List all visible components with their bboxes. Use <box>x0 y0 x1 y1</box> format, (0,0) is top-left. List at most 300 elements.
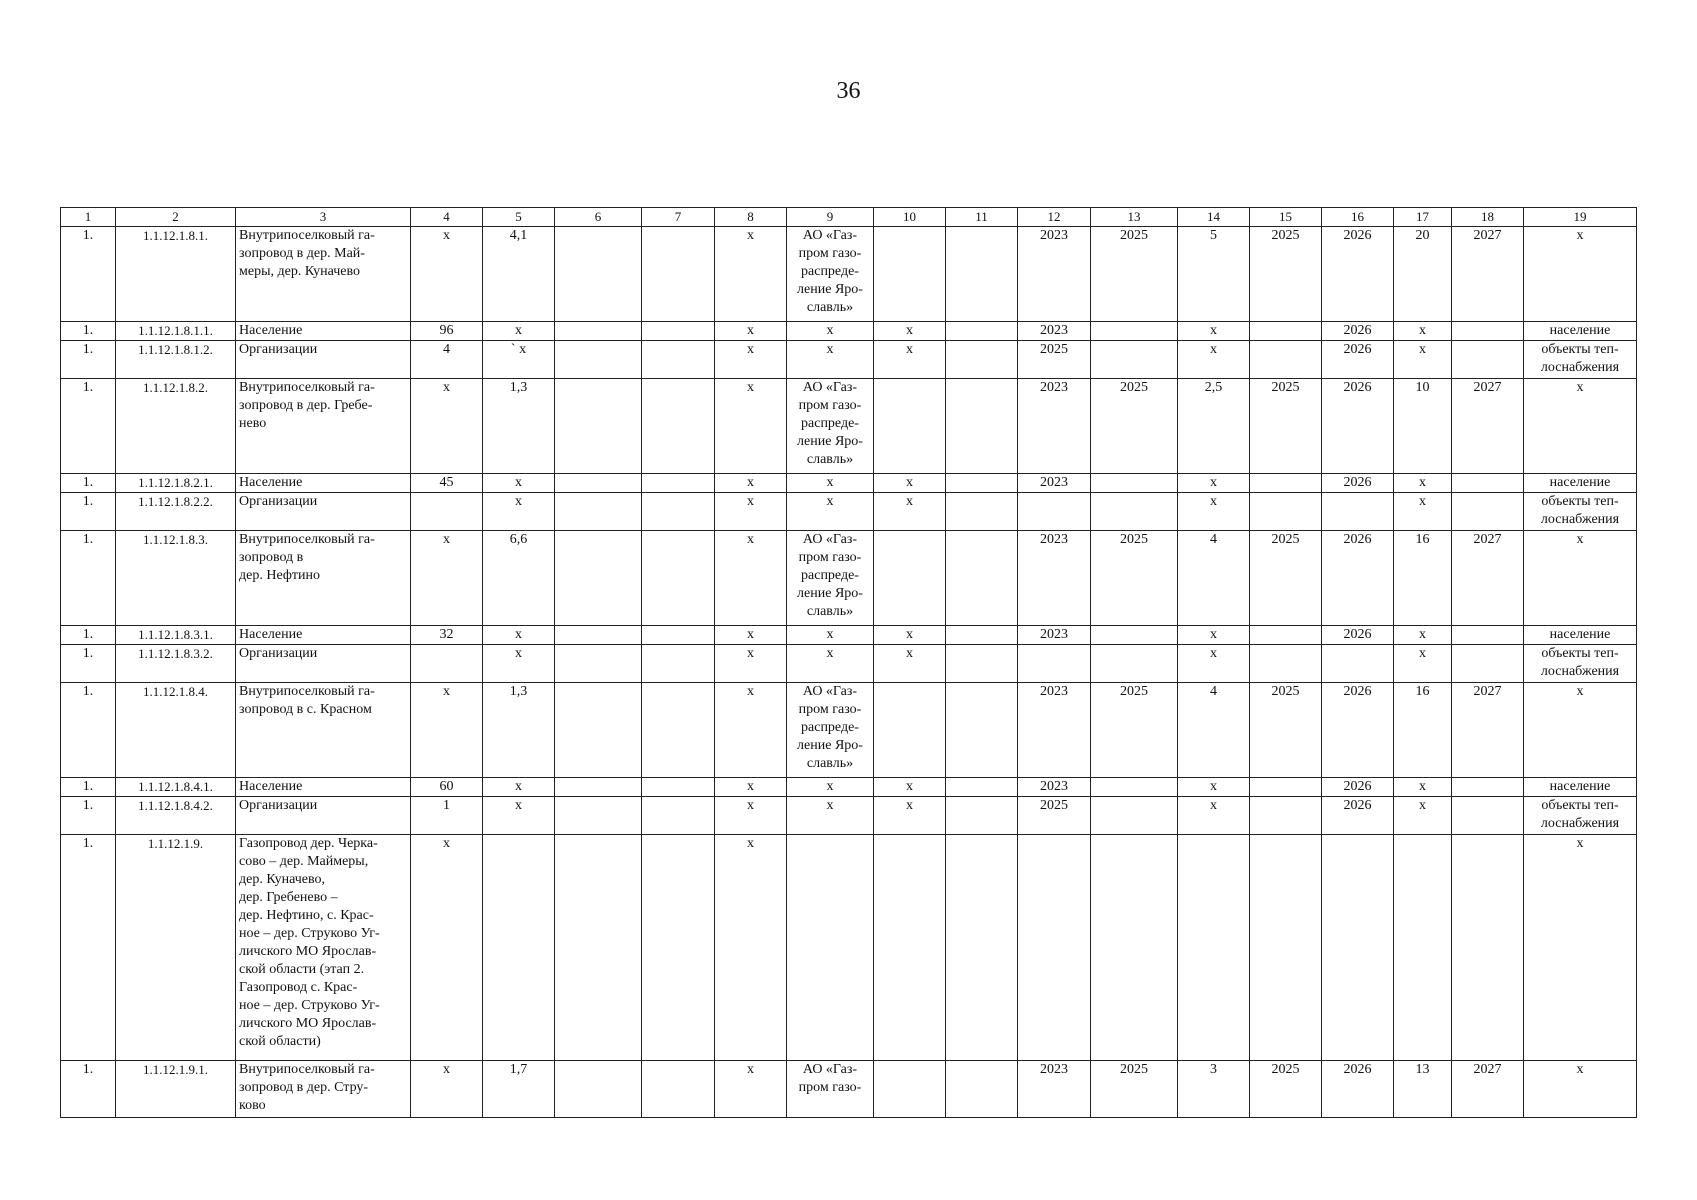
table-cell: х <box>483 322 555 341</box>
table-cell: х <box>715 835 787 1061</box>
table-cell <box>1091 341 1178 379</box>
table-cell: х <box>411 683 483 778</box>
table-cell: х <box>787 797 874 835</box>
table-cell: объекты теп- лоснабжения <box>1524 797 1637 835</box>
table-cell: 2026 <box>1322 778 1394 797</box>
table-cell <box>946 493 1018 531</box>
table-cell: 10 <box>1394 379 1452 474</box>
table-cell: х <box>715 778 787 797</box>
table-cell: 1.1.12.1.8.4. <box>116 683 236 778</box>
table-cell: х <box>787 341 874 379</box>
table-cell <box>1322 835 1394 1061</box>
table-cell <box>946 531 1018 626</box>
table-cell: х <box>411 379 483 474</box>
table-cell: х <box>1394 645 1452 683</box>
table-cell: население <box>1524 626 1637 645</box>
table-cell: х <box>715 341 787 379</box>
table-cell: 2026 <box>1322 797 1394 835</box>
table-row <box>61 322 1637 341</box>
table-cell: х <box>715 531 787 626</box>
header-cell-12: 12 <box>1018 208 1091 227</box>
table-cell: 1. <box>61 379 116 474</box>
table-cell: Внутрипоселковый га- зопровод в дер. Стру- ково <box>236 1061 411 1118</box>
header-cell-3: 3 <box>236 208 411 227</box>
table-cell <box>946 778 1018 797</box>
table-cell <box>1250 322 1322 341</box>
table-cell: х <box>1178 626 1250 645</box>
table-cell: х <box>483 626 555 645</box>
table-cell <box>1250 645 1322 683</box>
header-cell-4: 4 <box>411 208 483 227</box>
table-cell: 2,5 <box>1178 379 1250 474</box>
table-cell: х <box>787 474 874 493</box>
table-cell: х <box>411 531 483 626</box>
table-cell <box>946 683 1018 778</box>
table-cell <box>1250 474 1322 493</box>
table-cell: х <box>411 1061 483 1118</box>
table-row <box>61 341 1637 379</box>
table-cell <box>946 797 1018 835</box>
table-cell: 2026 <box>1322 341 1394 379</box>
table-cell: 2023 <box>1018 531 1091 626</box>
table-cell: х <box>787 645 874 683</box>
table-cell <box>946 379 1018 474</box>
table-cell: 1. <box>61 493 116 531</box>
table-cell <box>874 531 946 626</box>
header-cell-14: 14 <box>1178 208 1250 227</box>
table-cell: 2027 <box>1452 379 1524 474</box>
table-cell: х <box>715 683 787 778</box>
table-cell: 16 <box>1394 531 1452 626</box>
table-cell: 16 <box>1394 683 1452 778</box>
table-cell: х <box>483 493 555 531</box>
table-cell: 1. <box>61 626 116 645</box>
header-cell-13: 13 <box>1091 208 1178 227</box>
table-cell: 2023 <box>1018 322 1091 341</box>
table-cell <box>642 797 715 835</box>
table-cell: х <box>874 474 946 493</box>
table-cell <box>1452 322 1524 341</box>
table-cell <box>1452 797 1524 835</box>
table-cell: 1,7 <box>483 1061 555 1118</box>
table-cell: 2023 <box>1018 778 1091 797</box>
table-cell: 1. <box>61 835 116 1061</box>
table-cell: х <box>1524 835 1637 1061</box>
table-cell: 1. <box>61 322 116 341</box>
header-cell-9: 9 <box>787 208 874 227</box>
table-cell: х <box>483 797 555 835</box>
table-cell: Население <box>236 778 411 797</box>
table-cell: Внутрипоселковый га- зопровод в с. Красном <box>236 683 411 778</box>
table-cell: АО «Газ- пром газо- распреде- ление Яро- славль» <box>787 379 874 474</box>
table-cell <box>1452 778 1524 797</box>
table-cell: 2025 <box>1091 227 1178 322</box>
table-cell: 20 <box>1394 227 1452 322</box>
table-cell: х <box>483 645 555 683</box>
table-cell: х <box>787 322 874 341</box>
table-row <box>61 835 1637 1061</box>
table-cell: 1. <box>61 227 116 322</box>
table-cell: х <box>1524 531 1637 626</box>
table-cell: 6,6 <box>483 531 555 626</box>
page-number: 36 <box>836 78 861 104</box>
data-table <box>60 207 1637 1118</box>
table-cell: 1,3 <box>483 379 555 474</box>
table-cell: х <box>715 227 787 322</box>
table-cell: 2026 <box>1322 474 1394 493</box>
table-cell <box>555 322 642 341</box>
table-cell: 1.1.12.1.8.3. <box>116 531 236 626</box>
table-cell: объекты теп- лоснабжения <box>1524 341 1637 379</box>
table-cell: 2025 <box>1250 1061 1322 1118</box>
table-cell: х <box>874 322 946 341</box>
table-cell: х <box>874 645 946 683</box>
table-cell: Население <box>236 322 411 341</box>
table-cell: х <box>1394 322 1452 341</box>
table-cell: х <box>874 626 946 645</box>
table-cell <box>946 474 1018 493</box>
table-cell: АО «Газ- пром газо- распреде- ление Яро- славль» <box>787 227 874 322</box>
table-cell <box>1452 626 1524 645</box>
table-cell: х <box>1394 797 1452 835</box>
table-cell: х <box>715 645 787 683</box>
table-cell <box>642 778 715 797</box>
table-cell <box>1250 778 1322 797</box>
table-cell: 2027 <box>1452 227 1524 322</box>
header-cell-17: 17 <box>1394 208 1452 227</box>
table-cell: 1. <box>61 778 116 797</box>
table-cell: 1.1.12.1.8.1. <box>116 227 236 322</box>
table-cell: 2026 <box>1322 531 1394 626</box>
table-cell: х <box>1394 626 1452 645</box>
table-cell <box>874 683 946 778</box>
table-cell: х <box>787 493 874 531</box>
table-cell: х <box>1178 474 1250 493</box>
header-cell-15: 15 <box>1250 208 1322 227</box>
table-cell: 2025 <box>1091 531 1178 626</box>
table-cell: х <box>787 778 874 797</box>
table-cell <box>555 379 642 474</box>
table-cell: Население <box>236 626 411 645</box>
table-cell <box>874 1061 946 1118</box>
table-cell: 2023 <box>1018 1061 1091 1118</box>
header-cell-7: 7 <box>642 208 715 227</box>
table-cell <box>555 531 642 626</box>
table-cell: АО «Газ- пром газо- распреде- ление Яро- славль» <box>787 531 874 626</box>
table-cell <box>555 835 642 1061</box>
table-row <box>61 645 1637 683</box>
table-cell: 2025 <box>1250 683 1322 778</box>
table-cell: 32 <box>411 626 483 645</box>
table-cell: население <box>1524 322 1637 341</box>
table-cell: 1.1.12.1.8.4.1. <box>116 778 236 797</box>
table-cell <box>1394 835 1452 1061</box>
table-cell: 2025 <box>1018 341 1091 379</box>
table-cell: х <box>1524 227 1637 322</box>
table-cell: АО «Газ- пром газо- распреде- ление Яро- славль» <box>787 683 874 778</box>
table-row <box>61 797 1637 835</box>
table-cell <box>1250 493 1322 531</box>
header-cell-1: 1 <box>61 208 116 227</box>
table-cell: 2023 <box>1018 626 1091 645</box>
table-cell <box>1091 474 1178 493</box>
table-cell: х <box>715 322 787 341</box>
table-cell: 2026 <box>1322 683 1394 778</box>
table-cell: Организации <box>236 493 411 531</box>
table-cell <box>1322 645 1394 683</box>
table-cell: 1.1.12.1.8.3.2. <box>116 645 236 683</box>
table-cell <box>1091 493 1178 531</box>
table-cell <box>642 626 715 645</box>
header-cell-8: 8 <box>715 208 787 227</box>
table-row <box>61 626 1637 645</box>
table-cell <box>946 1061 1018 1118</box>
table-cell: 2023 <box>1018 227 1091 322</box>
table-cell: 45 <box>411 474 483 493</box>
table-cell <box>874 835 946 1061</box>
table-cell: 1. <box>61 1061 116 1118</box>
table-cell <box>946 227 1018 322</box>
header-cell-18: 18 <box>1452 208 1524 227</box>
table-row <box>61 474 1637 493</box>
table-cell <box>946 322 1018 341</box>
table-cell <box>1091 322 1178 341</box>
table-cell: х <box>874 797 946 835</box>
table-cell <box>1018 645 1091 683</box>
table-cell <box>642 493 715 531</box>
table-cell: население <box>1524 778 1637 797</box>
table-cell: ` х <box>483 341 555 379</box>
table-cell <box>946 645 1018 683</box>
table-cell: 2023 <box>1018 683 1091 778</box>
table-cell: х <box>1178 778 1250 797</box>
table-cell: 2026 <box>1322 1061 1394 1118</box>
table-cell <box>642 1061 715 1118</box>
table-cell: 4,1 <box>483 227 555 322</box>
table-cell <box>1091 626 1178 645</box>
table-cell: Организации <box>236 645 411 683</box>
table-cell: Организации <box>236 341 411 379</box>
table-cell <box>555 797 642 835</box>
table-cell: х <box>1394 341 1452 379</box>
table-cell: х <box>411 227 483 322</box>
table-row <box>61 493 1637 531</box>
table-cell: х <box>715 493 787 531</box>
table-cell <box>1452 835 1524 1061</box>
table-cell <box>1178 835 1250 1061</box>
table-cell: 1.1.12.1.9. <box>116 835 236 1061</box>
table-cell <box>555 626 642 645</box>
table-cell: население <box>1524 474 1637 493</box>
table-cell: х <box>411 835 483 1061</box>
table-cell <box>642 379 715 474</box>
table-cell <box>555 474 642 493</box>
table-cell: Внутрипоселковый га- зопровод в дер. Май- меры, дер. Куначево <box>236 227 411 322</box>
table-cell: х <box>874 493 946 531</box>
table-cell <box>1452 645 1524 683</box>
table-cell: 1.1.12.1.8.1.2. <box>116 341 236 379</box>
table-cell <box>946 835 1018 1061</box>
table-cell: 2027 <box>1452 683 1524 778</box>
table-cell: 1. <box>61 474 116 493</box>
table-cell <box>555 493 642 531</box>
table-cell: х <box>1178 797 1250 835</box>
table-cell: 2025 <box>1250 531 1322 626</box>
table-cell: х <box>1394 474 1452 493</box>
table-row <box>61 778 1637 797</box>
table-row <box>61 379 1637 474</box>
table-cell: х <box>483 474 555 493</box>
table-cell <box>946 341 1018 379</box>
table-cell <box>874 379 946 474</box>
table-cell: х <box>1178 645 1250 683</box>
table-cell <box>874 227 946 322</box>
table-cell: 1.1.12.1.8.2.1. <box>116 474 236 493</box>
table-cell: х <box>874 778 946 797</box>
table-cell <box>483 835 555 1061</box>
table-cell: 2026 <box>1322 322 1394 341</box>
table-cell: 5 <box>1178 227 1250 322</box>
table-cell: 4 <box>1178 683 1250 778</box>
table-cell <box>1322 493 1394 531</box>
table-cell: х <box>1394 493 1452 531</box>
table-cell: 1. <box>61 531 116 626</box>
table-cell: 2025 <box>1018 797 1091 835</box>
table-cell: 60 <box>411 778 483 797</box>
table-cell <box>1091 797 1178 835</box>
table-cell: 2027 <box>1452 531 1524 626</box>
table-cell: 1 <box>411 797 483 835</box>
header-cell-16: 16 <box>1322 208 1394 227</box>
table-cell: 1.1.12.1.8.1.1. <box>116 322 236 341</box>
header-cell-6: 6 <box>555 208 642 227</box>
table-cell <box>1091 778 1178 797</box>
table-cell <box>1091 835 1178 1061</box>
table-row <box>61 531 1637 626</box>
table-cell: х <box>1524 1061 1637 1118</box>
table-cell: 1. <box>61 797 116 835</box>
table-cell: х <box>1524 683 1637 778</box>
table-cell <box>642 835 715 1061</box>
table-cell: х <box>1178 322 1250 341</box>
table-cell <box>1250 341 1322 379</box>
table-cell: 1.1.12.1.9.1. <box>116 1061 236 1118</box>
table-cell: 4 <box>411 341 483 379</box>
table-cell <box>642 683 715 778</box>
table-cell: х <box>715 797 787 835</box>
table-cell <box>1018 835 1091 1061</box>
table-cell: Население <box>236 474 411 493</box>
table-cell: 2025 <box>1250 379 1322 474</box>
table-cell <box>642 341 715 379</box>
table-row <box>61 227 1637 322</box>
table-cell <box>1091 645 1178 683</box>
table-cell: объекты теп- лоснабжения <box>1524 645 1637 683</box>
table-cell: 2027 <box>1452 1061 1524 1118</box>
table-cell: 1.1.12.1.8.4.2. <box>116 797 236 835</box>
table-cell <box>1452 474 1524 493</box>
table-cell <box>1250 835 1322 1061</box>
table-cell: х <box>1524 379 1637 474</box>
table-cell <box>555 778 642 797</box>
table-cell: 2023 <box>1018 474 1091 493</box>
table-cell: 1. <box>61 683 116 778</box>
table-cell <box>787 835 874 1061</box>
table-row <box>61 1061 1637 1118</box>
table-cell <box>642 645 715 683</box>
table-cell: х <box>1178 493 1250 531</box>
table-cell: Организации <box>236 797 411 835</box>
table-cell: х <box>787 626 874 645</box>
table-cell <box>1250 626 1322 645</box>
table-cell: 96 <box>411 322 483 341</box>
table-cell: х <box>715 626 787 645</box>
table-cell <box>411 645 483 683</box>
table-cell: х <box>715 1061 787 1118</box>
table-cell: Внутрипоселковый га- зопровод в дер. Гребе- нево <box>236 379 411 474</box>
table-cell <box>1250 797 1322 835</box>
table-cell: 2025 <box>1091 1061 1178 1118</box>
table-cell: х <box>715 474 787 493</box>
table-cell: 2025 <box>1250 227 1322 322</box>
table-cell: х <box>483 778 555 797</box>
header-cell-19: 19 <box>1524 208 1637 227</box>
table-cell <box>555 227 642 322</box>
table-cell <box>555 1061 642 1118</box>
table-row <box>61 683 1637 778</box>
table-cell: 1.1.12.1.8.2. <box>116 379 236 474</box>
table-cell: 4 <box>1178 531 1250 626</box>
table-cell <box>555 341 642 379</box>
table-cell: Внутрипоселковый га- зопровод в дер. Нефтино <box>236 531 411 626</box>
table-cell: 1,3 <box>483 683 555 778</box>
header-cell-10: 10 <box>874 208 946 227</box>
table-cell <box>1452 493 1524 531</box>
table-cell: 2023 <box>1018 379 1091 474</box>
table-cell <box>1018 493 1091 531</box>
table-cell: объекты теп- лоснабжения <box>1524 493 1637 531</box>
table-cell: 13 <box>1394 1061 1452 1118</box>
table-cell: Газопровод дер. Черка- сово – дер. Маймеры, дер. Куначево, дер. Гребенево – дер. Нефтино, с. Крас- ное – дер. Струково Уг- личского МО Ярослав- ской области (этап 2. Газопровод с. Крас- ное – дер. Струково Уг- личского МО Ярослав- ской области) <box>236 835 411 1061</box>
table-cell: 2025 <box>1091 379 1178 474</box>
table-cell <box>642 322 715 341</box>
header-cell-5: 5 <box>483 208 555 227</box>
table-cell: 1.1.12.1.8.3.1. <box>116 626 236 645</box>
table-cell <box>642 227 715 322</box>
table-cell: 2026 <box>1322 626 1394 645</box>
header-cell-11: 11 <box>946 208 1018 227</box>
header-row <box>61 208 1637 227</box>
table-cell: х <box>715 379 787 474</box>
table-cell: х <box>874 341 946 379</box>
table-cell <box>946 626 1018 645</box>
table-cell <box>642 474 715 493</box>
table-cell: 1. <box>61 645 116 683</box>
table-cell: 1. <box>61 341 116 379</box>
table-cell <box>411 493 483 531</box>
table-cell: 2026 <box>1322 379 1394 474</box>
table-cell <box>555 683 642 778</box>
table-cell: 2025 <box>1091 683 1178 778</box>
table-cell: 3 <box>1178 1061 1250 1118</box>
table-cell <box>555 645 642 683</box>
table-cell <box>642 531 715 626</box>
header-cell-2: 2 <box>116 208 236 227</box>
table-cell: 2026 <box>1322 227 1394 322</box>
table-cell: х <box>1394 778 1452 797</box>
table-cell: АО «Газ- пром газо- <box>787 1061 874 1118</box>
table-cell: х <box>1178 341 1250 379</box>
